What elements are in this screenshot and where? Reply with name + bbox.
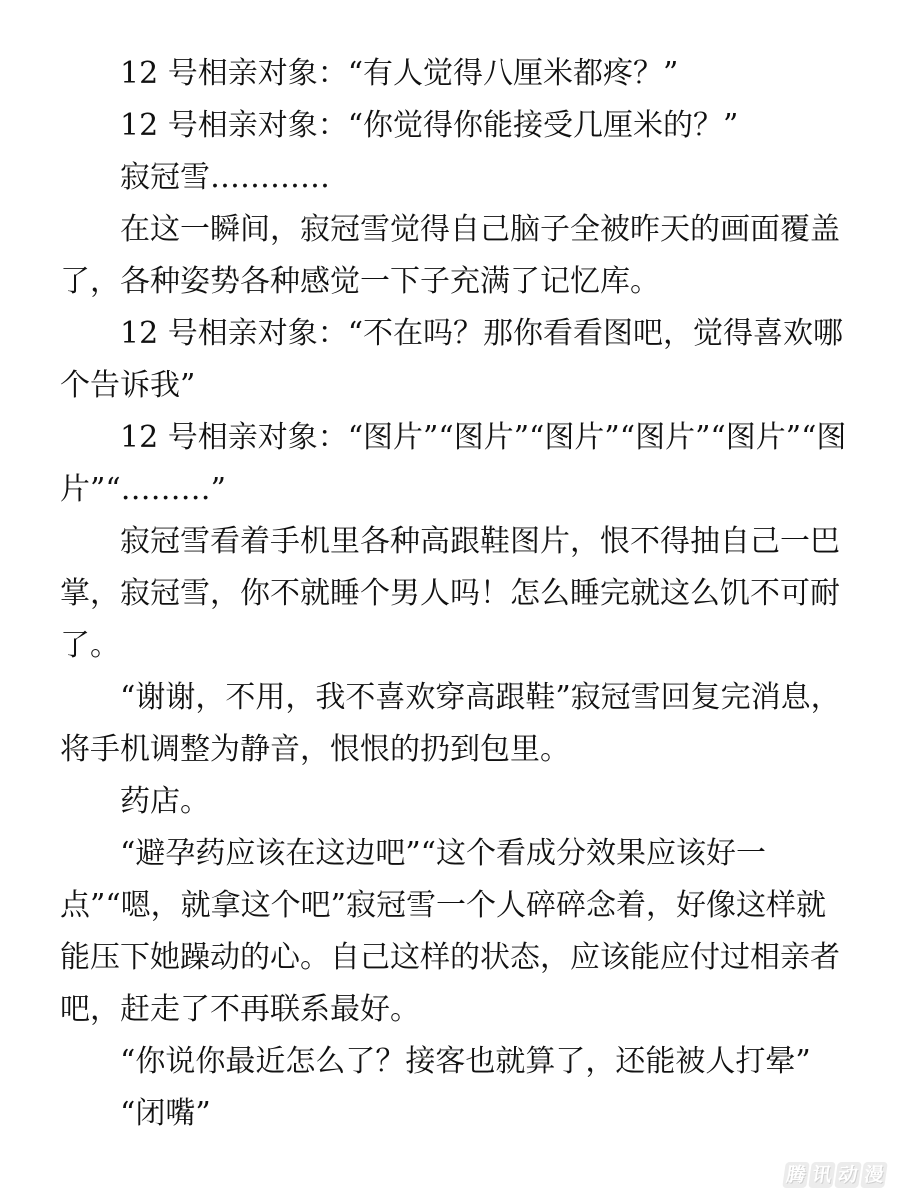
story-text <box>60 48 850 1140</box>
paragraph-7: 寂冠雪看着手机里各种高跟鞋图片，恨不得抽自己一巴掌，寂冠雪，你不就睡个男人吗！怎么睡完就这么饥不可耐了。 <box>60 524 840 663</box>
watermark-logo <box>784 1162 886 1188</box>
paragraph-6: 12 号相亲对象：“图片”“图片”“图片”“图片”“图片”“图片”“………” <box>60 420 847 507</box>
paragraph-3: 寂冠雪………… <box>120 160 330 195</box>
paragraph-1: 12 号相亲对象：“有人觉得八厘米都疼？” <box>120 56 679 91</box>
paragraph-8: “谢谢，不用，我不喜欢穿高跟鞋”寂冠雪回复完消息，将手机调整为静音，恨恨的扔到包里。 <box>60 680 841 767</box>
watermark-char: 腾 <box>782 1162 810 1188</box>
paragraph-2: 12 号相亲对象：“你觉得你能接受几厘米的？” <box>120 108 739 143</box>
paragraph-10: “避孕药应该在这边吧”“这个看成分效果应该好一点”“嗯，就拿这个吧”寂冠雪一个人碎碎念着，好像这样就能压下她躁动的心。自己这样的状态，应该能应付过相亲者吧，赶走了不再联系最好。 <box>60 836 840 1027</box>
paragraph-5: 12 号相亲对象：“不在吗？那你看看图吧，觉得喜欢哪个告诉我” <box>60 316 844 403</box>
watermark-char: 讯 <box>808 1162 836 1188</box>
watermark-char: 漫 <box>860 1162 888 1188</box>
paragraph-4: 在这一瞬间，寂冠雪觉得自己脑子全被昨天的画面覆盖了，各种姿势各种感觉一下子充满了记忆库。 <box>60 212 840 299</box>
paragraph-9: 药店。 <box>120 784 210 819</box>
paragraph-12: “闭嘴” <box>120 1096 211 1131</box>
paragraph-11: “你说你最近怎么了？接客也就算了，还能被人打晕” <box>120 1044 811 1079</box>
watermark-char: 动 <box>834 1162 862 1188</box>
